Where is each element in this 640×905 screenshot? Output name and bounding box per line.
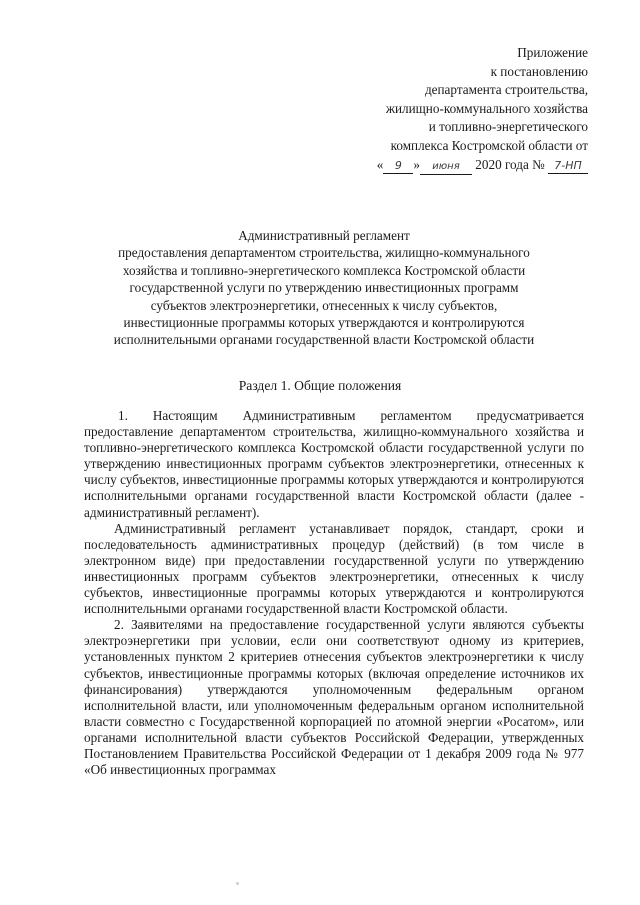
- section-heading: Раздел 1. Общие положения: [238, 378, 402, 393]
- appendix-line: комплекса Костромской области от: [390, 137, 588, 153]
- title-line: инвестиционные программы которых утверждаются и контролируются: [123, 315, 525, 331]
- appendix-line: к постановлению: [490, 63, 588, 79]
- appendix-line: жилищно-коммунального хозяйства: [385, 100, 588, 116]
- appendix-date-line: [298, 156, 588, 175]
- handwritten-month: июня: [420, 160, 472, 175]
- title-line: государственной услуги по утверждению инвестиционных программ: [129, 280, 519, 296]
- title-line: предоставления департаментом строительства, жилищно-коммунального: [118, 245, 530, 261]
- date-year: 2020 года: [475, 156, 529, 172]
- body-text: [84, 408, 584, 778]
- document-title: [60, 227, 588, 349]
- appendix-line: и топливно-энергетического: [428, 119, 588, 135]
- paragraph: Административный регламент устанавливает порядок, стандарт, сроки и последовательность административных процедур (действий) (в том числе в электронном виде) при предоставлении государственной услуги по утверждению инвестиционных программ субъектов электроэнергетики, отнесенных к числу субъектов, инвестиционные программы которых утверждаются и контролируются исполнительными органами государственной власти Костромской области.: [84, 520, 584, 617]
- appendix-line: департамента строительства,: [424, 82, 588, 98]
- handwritten-day: 9: [383, 159, 413, 174]
- appendix-line: Приложение: [517, 45, 588, 60]
- appendix-header: [298, 44, 588, 175]
- paragraph: 1. Настоящим Административным регламентом предусматривается предоставление департаментом строительства, жилищно-коммунального хозяйства и топливно-энергетического комплекса Костромской области государственной услуги по утверждению инвестиционных программ субъектов электроэнергетики, отнесенных к числу субъектов, инвестиционные программы которых утверждаются и контролируются исполнительными органами государственной власти Костромской области (далее - административный регламент).: [84, 408, 584, 520]
- number-sign: №: [532, 156, 545, 172]
- title-line: исполнительными органами государственной власти Костромской области: [113, 332, 535, 348]
- date-open-quote: «: [376, 156, 384, 172]
- date-close-quote: »: [413, 156, 420, 172]
- page-dot: [236, 882, 239, 885]
- title-line: субъектов электроэнергетики, отнесенных к числу субъектов,: [150, 297, 498, 313]
- title-line: хозяйства и топливно-энергетического комплекса Костромской области: [122, 262, 526, 278]
- handwritten-number: 7-НП: [548, 159, 588, 174]
- paragraph: 2. Заявителями на предоставление государственной услуги являются субъекты электроэнергетики при условии, если они соответствуют одному из критериев, установленных пунктом 2 критериев отнесения субъектов электроэнергетики к числу субъектов, инвестиционные программы которых (включая определение источников их финансирования) утверждаются уполномоченным федеральным органом исполнительной власти, или уполномоченным федеральным органом исполнительной власти совместно с Государственной корпорацией по атомной энергии «Росатом», или органами исполнительной власти субъектов Российской Федерации, утвержденных Постановлением Правительства Российской Федерации от 1 декабря 2009 года № 977 «Об инвестиционных программах: [84, 617, 584, 778]
- title-heading: Административный регламент: [238, 228, 410, 243]
